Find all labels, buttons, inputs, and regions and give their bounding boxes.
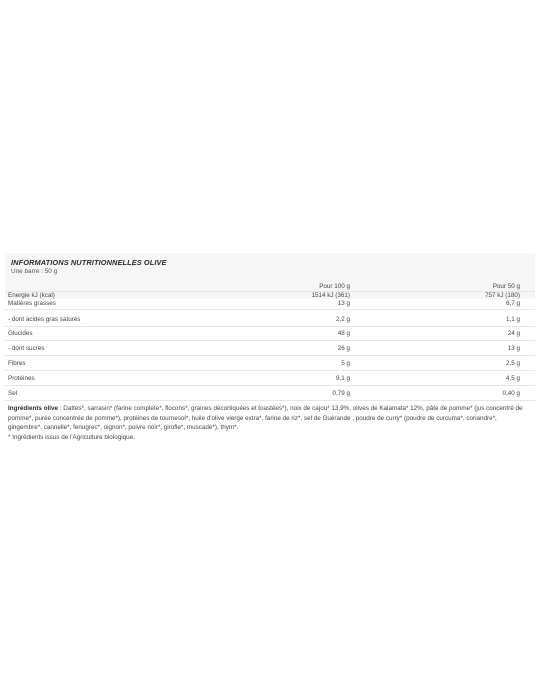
row-value-50g: 6,7 g [505,300,520,307]
row-label-glucides: Glucides [8,330,33,337]
page-title: INFORMATIONS NUTRITIONNELLES OLIVE [11,258,167,267]
row-value-100g: 5 g [341,360,350,367]
ingredients-list: : Dattes*, sarrasin* (farine complète*, flocons*, graines décortiquées et toastées*), noix de cajou* 13,9%, olives de Kalamata* 12%, pâte de pomme* (jus concentré de pomme*, purée concentrée de pomme*), protéines de tournesol*, huile d'olive vierge extra*, farine de riz*, sel de Guérande , poudre de curry* (poudre de curcuma*, coriandre*, gingembre*, cannelle*, fenugrec*, oignon*, poivre noir*, girofle*, muscade*), thym*. [8,405,523,432]
row-value-50g: 757 kJ (180) [484,292,520,299]
row-value-100g: 48 g [337,330,350,337]
row-value-100g: 9,1 g [335,375,350,382]
divider [5,355,535,356]
row-value-100g: 0,79 g [332,390,350,397]
row-label-fibres: Fibres [8,360,26,367]
row-value-50g: 13 g [507,345,520,352]
divider [5,291,535,292]
row-label-energie: Energie kJ (kcal) [8,292,55,299]
divider [5,340,535,341]
row-value-50g: 24 g [507,330,520,337]
row-label-proteines: Protéines [8,375,35,382]
row-label-sucres: - dont sucres [8,345,45,352]
row-value-100g: 13 g [337,300,350,307]
column-header-50g: Pour 50 g [492,283,520,290]
organic-note: * Ingrédients issus de l'Agriculture biologique. [8,433,135,441]
row-value-50g: 4,5 g [505,375,520,382]
row-value-50g: 1,1 g [505,316,520,323]
row-value-100g: 1514 kJ (361) [311,292,350,299]
row-value-100g: 26 g [337,345,350,352]
divider [5,400,535,401]
divider [5,370,535,371]
row-value-100g: 2,2 g [335,316,350,323]
ingredients-block [8,404,530,442]
row-label-sel: Sel [8,390,18,397]
divider [5,309,535,310]
divider [5,385,535,386]
ingredients-heading: Ingrédients olive [8,405,59,412]
row-value-50g: 0,40 g [502,390,520,397]
portion-subtitle: Une barre : 50 g [11,268,58,275]
column-header-100g: Pour 100 g [319,283,350,290]
row-value-50g: 2,5 g [505,360,520,367]
row-label-matieres-grasses: Matières grasses [8,300,56,307]
row-label-acides-gras-satures: - dont acides gras saturés [8,316,81,323]
divider [5,326,535,327]
